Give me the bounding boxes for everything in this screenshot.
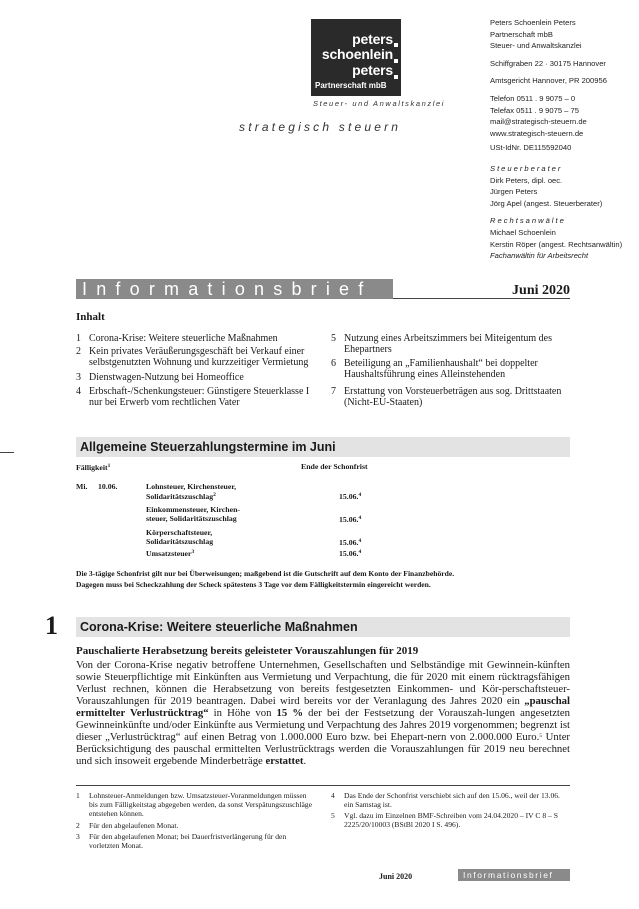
footnote bbox=[331, 791, 571, 811]
footnote-text: Das Ende der Schonfrist verschiebt sich auf den 15.06., weil der 13.06. ein Samstag ist. bbox=[344, 791, 560, 809]
toc-item[interactable] bbox=[76, 372, 326, 384]
tax-row bbox=[146, 482, 296, 501]
tax-name: Körperschaftsteuer, bbox=[146, 528, 213, 537]
toc-item[interactable] bbox=[76, 333, 326, 345]
footer-bar bbox=[458, 869, 570, 881]
toc-number: 1 bbox=[76, 333, 81, 344]
grace-end-date bbox=[339, 548, 361, 558]
toc-text: Corona-Krise: Weitere steuerliche Maßnahmen bbox=[89, 333, 278, 344]
paragraph-emphasis: „pauschal ermittelter Verlustrücktrag“ bbox=[76, 694, 570, 719]
footnote-text: Für den abgelaufenen Monat. bbox=[89, 821, 179, 830]
footnote-ref: 1 bbox=[107, 463, 111, 469]
lawyer: Michael Schoenlein bbox=[490, 227, 556, 237]
footnote-ref: 4 bbox=[358, 549, 362, 555]
fold-mark bbox=[0, 452, 14, 453]
document-title: Informationsbrief bbox=[82, 279, 373, 299]
toc-item[interactable] bbox=[76, 386, 326, 410]
payment-note: Dagegen muss bei Scheckzahlung der Scheck spätestens 3 Tage vor dem Fälligkeitstermin eingereicht werden. bbox=[76, 580, 431, 589]
tax-name: Umsatzsteuer bbox=[146, 549, 192, 558]
toc-item[interactable] bbox=[331, 358, 571, 382]
footnote-ref: 4 bbox=[358, 538, 362, 544]
toc-text: Dienstwagen-Nutzung bei Homeoffice bbox=[89, 372, 244, 383]
tax-name: Lohnsteuer, Kirchensteuer, bbox=[146, 482, 237, 491]
tax-row bbox=[146, 505, 296, 523]
firm-name: Peters Schoenlein Peters bbox=[490, 18, 576, 27]
due-weekday: Mi. bbox=[76, 482, 88, 491]
footnote-ref: 4 bbox=[358, 492, 362, 498]
firm-website[interactable]: www.strategisch-steuern.de bbox=[490, 128, 584, 138]
firm-logo bbox=[311, 19, 401, 96]
paragraph-text: . bbox=[303, 755, 307, 768]
footnote-number: 4 bbox=[331, 791, 335, 800]
firm-fax: Telefax 0511 . 9 9075 – 75 bbox=[490, 105, 579, 115]
footnote bbox=[76, 791, 316, 821]
toc-number: 4 bbox=[76, 386, 81, 397]
payment-note: Die 3-tägige Schonfrist gilt nur bei Überweisungen; maßgebend ist die Gutschrift auf dem Konto der Finanzbehörde. bbox=[76, 569, 455, 578]
tax-name: Solidaritätszuschlag bbox=[146, 537, 214, 547]
footer-date: Juni 2020 bbox=[379, 872, 413, 881]
grace-date: 15.06. bbox=[339, 549, 359, 558]
grace-date: 15.06. bbox=[339, 538, 359, 547]
footnote-text: Vgl. dazu im Einzelnen BMF-Schreiben vom 24.04.2020 – IV C 8 – S 2225/20/10003 (BStBl 2020 I S. 496). bbox=[344, 811, 558, 829]
footnote bbox=[76, 832, 316, 852]
toc-text: Erbschaft-/Schenkungsteuer: Günstigere Steuerklasse I nur bei Erwerb vom rechtlichen Vater bbox=[89, 386, 310, 409]
firm-address: Schiffgraben 22 · 30175 Hannover bbox=[490, 58, 606, 68]
footnote-text: Lohnsteuer-Anmeldungen bzw. Umsatzsteuer-Voranmeldungen müssen bis zum Fälligkeitstag abgegeben werden, da sonst Verspätungszuschläge entstehen können. bbox=[89, 791, 312, 818]
firm-legal-form: Partnerschaft mbB bbox=[490, 29, 553, 39]
grace-end-date bbox=[339, 491, 361, 501]
firm-email[interactable]: mail@strategisch-steuern.de bbox=[490, 117, 587, 127]
firm-type: Steuer- und Anwaltskanzlei bbox=[490, 41, 582, 51]
toc-item[interactable] bbox=[76, 346, 326, 370]
tax-row bbox=[146, 528, 296, 546]
contents-heading: Inhalt bbox=[76, 311, 105, 323]
toc-text: Erstattung von Vorsteuerbeträgen aus sog. Drittstaaten (Nicht-EU-Staaten) bbox=[344, 386, 562, 409]
footnote-number: 3 bbox=[76, 832, 80, 841]
firm-phone: Telefon 0511 . 9 9075 – 0 bbox=[490, 93, 576, 103]
footnote-rule bbox=[76, 785, 570, 786]
footnote-number: 5 bbox=[331, 811, 335, 820]
logo-square bbox=[394, 59, 398, 63]
paragraph-emphasis: erstattet bbox=[265, 755, 304, 768]
tax-advisor: Jürgen Peters bbox=[490, 187, 538, 197]
paragraph-text: Von der Corona-Krise negativ betroffene Unternehmen, Gesellschaften und Selbständige mit Gewinnein-künften sowie Steuerpflichtige mit Einkünften aus Vermietung und Verpachtung, die für 2020 mit einem rücktragsfähigen Verlust rechnen, können die Herabsetzung von bereits festgesetzten Einkommen- und Kör-perschaftsteuer-Vorauszahlungen für 2019 beantragen. Dabei wird bereits vor der Veranlagung des Jahres 2020 ein bbox=[76, 659, 570, 707]
logo-tagline: Steuer- und Anwaltskanzlei bbox=[313, 99, 446, 108]
slogan: strategisch steuern bbox=[239, 120, 402, 134]
toc-item[interactable] bbox=[331, 333, 571, 357]
tax-advisor: Jörg Apel (angest. Steuerberater) bbox=[490, 198, 603, 208]
column-due-label: Fälligkeit bbox=[76, 463, 108, 472]
logo-subtitle: Partnerschaft mbB bbox=[315, 81, 387, 90]
section-lawyers: Rechtsanwälte bbox=[490, 216, 566, 226]
toc-number: 7 bbox=[331, 386, 336, 397]
grace-end-date bbox=[339, 514, 361, 524]
section-paragraph bbox=[76, 660, 570, 768]
section-subheading: Pauschalierte Herabsetzung bereits geleisteter Vorauszahlungen für 2019 bbox=[76, 645, 419, 657]
tax-name: Einkommensteuer, Kirchen- bbox=[146, 505, 240, 514]
paragraph-text: der bei der Festsetzung der Vorauszah-lungen angesetzten Gewinneinkünfte und/oder Einkünfte aus Vermietung und Verpachtung des Jahres 2019 vorgenommen; begrenzt ist dieser „Verlustrücktrag“ auf einen Betrag von 1.000.000 Euro bzw. bei Ehepart-nern von 2.000.000 Euro. bbox=[76, 706, 570, 744]
toc-text: Nutzung eines Arbeitszimmers bei Miteigentum des Ehepartners bbox=[344, 333, 553, 356]
footnote bbox=[76, 821, 316, 831]
grace-end-date bbox=[339, 537, 361, 547]
section-title: Corona-Krise: Weitere steuerliche Maßnahmen bbox=[80, 620, 358, 634]
logo-line-2: schoenlein bbox=[321, 46, 393, 62]
grace-date: 15.06. bbox=[339, 515, 359, 524]
title-bar bbox=[76, 279, 393, 299]
section-tax-advisors: Steuerberater bbox=[490, 163, 563, 173]
toc-number: 2 bbox=[76, 346, 81, 357]
toc-number: 5 bbox=[331, 333, 336, 344]
lawyer-specialty: Fachanwältin für Arbeitsrecht bbox=[490, 251, 589, 261]
paragraph-text: in Höhe von bbox=[208, 706, 277, 719]
lawyer: Kerstin Röper (angest. Rechtsanwältin) bbox=[490, 239, 623, 249]
footnote-text: Für den abgelaufenen Monat; bei Dauerfristverlängerung für den vorletzten Monat. bbox=[89, 832, 287, 850]
footnote-ref: 4 bbox=[358, 515, 362, 521]
footnote-ref: 2 bbox=[213, 492, 216, 499]
paragraph-text: Unter Berücksichtigung des pauschal ermittelten Verlustrücktrags werden die Vorauszahlungen für 2019 neu berechnet und sich insoweit ergebende Minderbeträge bbox=[76, 731, 570, 768]
column-due bbox=[76, 462, 110, 472]
tax-row bbox=[146, 548, 296, 558]
column-grace-end: Ende der Schonfrist bbox=[301, 462, 368, 471]
footer-label: Informationsbrief bbox=[463, 870, 554, 880]
tax-name: steuer, Solidaritätszuschlag bbox=[146, 514, 237, 524]
firm-vat-id: USt-IdNr. DE115592040 bbox=[490, 143, 572, 153]
tax-advisor: Dirk Peters, dipl. oec. bbox=[490, 175, 563, 185]
paragraph-emphasis: 15 % bbox=[276, 706, 304, 719]
section-number: 1 bbox=[45, 611, 58, 640]
logo-line-3: peters bbox=[352, 62, 393, 78]
due-date: 10.06. bbox=[98, 482, 118, 491]
firm-info bbox=[490, 17, 638, 262]
footnote-number: 2 bbox=[76, 821, 80, 830]
footnote-ref: 3 bbox=[191, 549, 195, 555]
footnote-ref: 5 bbox=[539, 733, 543, 740]
grace-date: 15.06. bbox=[339, 492, 359, 501]
toc-text: Kein privates Veräußerungsgeschäft bei Verkauf einer selbstgenutzten Wohnung und kurzzeitiger Vermietung bbox=[89, 346, 309, 369]
logo-square bbox=[394, 75, 398, 79]
logo-line-1: peters bbox=[352, 31, 393, 47]
toc-number: 3 bbox=[76, 372, 81, 383]
toc-number: 6 bbox=[331, 358, 336, 369]
footnote bbox=[331, 811, 571, 831]
payment-dates-title: Allgemeine Steuerzahlungstermine im Juni bbox=[80, 440, 336, 454]
footnote-number: 1 bbox=[76, 791, 80, 800]
toc-item[interactable] bbox=[331, 386, 571, 410]
firm-court: Amtsgericht Hannover, PR 200956 bbox=[490, 76, 607, 86]
tax-name: Solidaritätszuschlag bbox=[146, 492, 214, 502]
logo-square bbox=[394, 43, 398, 47]
issue-date: Juni 2020 bbox=[512, 283, 570, 298]
toc-text: Beteiligung an „Familienhaushalt“ bei doppelter Haushaltsführung eines Alleinstehenden bbox=[344, 358, 538, 381]
